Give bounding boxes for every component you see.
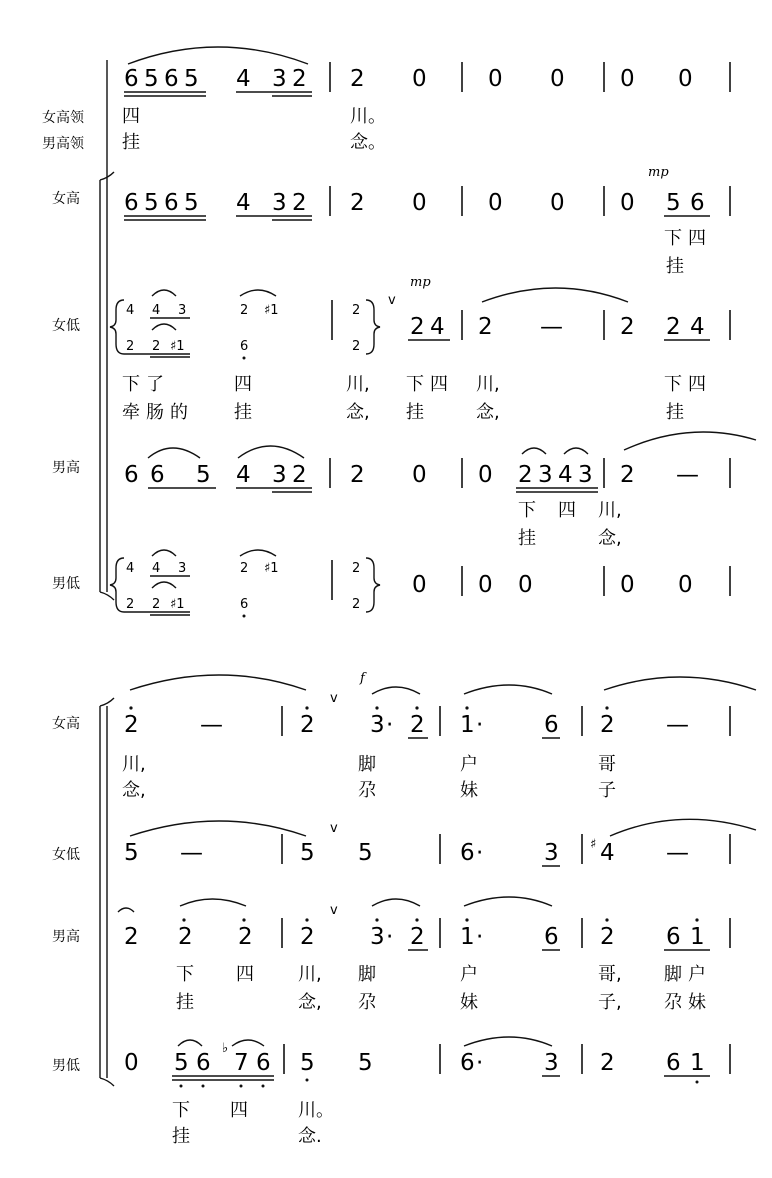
lyric: 挂 xyxy=(234,402,252,423)
note: 2 xyxy=(666,314,681,340)
slur xyxy=(464,1037,552,1046)
tie xyxy=(604,677,756,690)
bracket-bottom xyxy=(100,1078,114,1086)
lyric: 挂 xyxy=(518,528,536,549)
low-dot xyxy=(306,1079,309,1082)
part-label-nan-gao-ling: 男高领 xyxy=(42,136,84,152)
low-dot xyxy=(696,1081,699,1084)
note: 3 xyxy=(538,462,553,488)
lyric: 脚 xyxy=(664,964,682,985)
note: 0 xyxy=(412,66,427,92)
lyric: 下 xyxy=(406,374,424,395)
note: 6 xyxy=(196,1050,211,1076)
note: 6 xyxy=(164,66,179,92)
note: 1 xyxy=(690,924,705,950)
dash: — xyxy=(676,462,699,488)
row-nan-gao-2 xyxy=(118,897,730,1013)
lyric: 挂 xyxy=(172,1126,190,1147)
lyric: 下 xyxy=(122,374,140,395)
lyric: 脚 xyxy=(358,754,376,775)
row-nv-gao-2 xyxy=(122,671,756,801)
breath-mark: v xyxy=(388,293,396,308)
note: 0 xyxy=(412,572,427,598)
tie xyxy=(610,819,756,836)
note: 5 xyxy=(358,1050,373,1076)
note: 3 xyxy=(544,1050,559,1076)
lyric: 哥, xyxy=(598,964,622,985)
slur xyxy=(240,290,276,296)
note: 2 xyxy=(292,66,307,92)
lyric: 川, xyxy=(298,964,322,985)
note: 5 xyxy=(124,840,139,866)
lyric: 户 xyxy=(688,964,706,985)
lyric: 川, xyxy=(122,754,146,775)
note: 2 xyxy=(178,924,193,950)
high-dot xyxy=(305,918,308,921)
lyric: 下 xyxy=(176,964,194,985)
slur xyxy=(464,685,552,694)
high-dot xyxy=(129,706,132,709)
note: 3 xyxy=(272,462,287,488)
divisi-brace xyxy=(110,300,124,354)
note: 6 xyxy=(150,462,165,488)
lyric: 脚 xyxy=(358,964,376,985)
note: 4 xyxy=(236,190,251,216)
note: 5 xyxy=(300,840,315,866)
lyric: 四 xyxy=(234,374,252,395)
slur xyxy=(152,582,176,588)
note: 6 xyxy=(124,66,139,92)
high-dot xyxy=(695,918,698,921)
note: 0 xyxy=(478,572,493,598)
note: 2 xyxy=(600,1050,615,1076)
bracket-bottom xyxy=(100,592,114,600)
high-dot xyxy=(375,706,378,709)
low-dot xyxy=(240,1085,243,1088)
note: 0 xyxy=(620,572,635,598)
divisi-brace xyxy=(366,300,380,354)
note: 0 xyxy=(620,66,635,92)
dash: — xyxy=(200,712,223,738)
tie xyxy=(130,675,306,690)
note: ♯1 xyxy=(170,339,185,354)
note: 6 xyxy=(164,190,179,216)
lyric: 下 xyxy=(664,228,682,249)
sharp: ♯ xyxy=(590,837,597,852)
note: 2 xyxy=(238,924,253,950)
note: 6 xyxy=(666,1050,681,1076)
high-dot xyxy=(375,918,378,921)
lyric: 四 xyxy=(236,964,254,985)
note: 4 xyxy=(152,561,161,576)
note: 2 xyxy=(410,314,425,340)
slur xyxy=(372,899,420,906)
lyric: 子 xyxy=(598,780,616,801)
note: 2 xyxy=(152,597,161,612)
flat: ♭ xyxy=(222,1041,229,1056)
note: 6 xyxy=(690,190,705,216)
note: 4 xyxy=(600,840,615,866)
dynamic-mp: mp xyxy=(410,275,431,290)
lyric: 牵 xyxy=(122,402,140,423)
note: 0 xyxy=(678,66,693,92)
note: 0 xyxy=(678,572,693,598)
note: 1 xyxy=(460,924,475,950)
lyric: 挂 xyxy=(666,256,684,277)
lyric: 妹 xyxy=(688,992,706,1013)
note: 0 xyxy=(124,1050,139,1076)
note: 6 xyxy=(460,840,475,866)
lyric: 念. xyxy=(298,1126,322,1147)
lyric: 念, xyxy=(598,528,622,549)
note: 0 xyxy=(412,190,427,216)
note: 2 xyxy=(124,924,139,950)
lyric: 户 xyxy=(460,754,478,775)
note: 0 xyxy=(620,190,635,216)
note: 0 xyxy=(488,66,503,92)
slur xyxy=(564,448,588,454)
note: 0 xyxy=(412,462,427,488)
note: 5 xyxy=(184,66,199,92)
high-dot xyxy=(605,918,608,921)
lyric: 下 xyxy=(664,374,682,395)
dash: — xyxy=(540,314,563,340)
note: 5 xyxy=(196,462,211,488)
dot: · xyxy=(386,712,394,738)
lyric: 尕 xyxy=(664,992,682,1013)
note: 3 xyxy=(370,712,385,738)
dot: · xyxy=(476,840,484,866)
lyric: 下 xyxy=(518,500,536,521)
lyric: 子, xyxy=(598,992,622,1013)
note: 4 xyxy=(126,561,135,576)
lyric: 四 xyxy=(230,1100,248,1121)
note: 2 xyxy=(600,712,615,738)
part-label-nv-gao: 女高 xyxy=(52,191,80,207)
lyric: 尕 xyxy=(358,992,376,1013)
lyric: 念, xyxy=(346,402,370,423)
lyric: 念, xyxy=(298,992,322,1013)
note: 0 xyxy=(478,462,493,488)
lyric: 念, xyxy=(122,780,146,801)
note: 4 xyxy=(236,462,251,488)
note: 2 xyxy=(152,339,161,354)
note: 2 xyxy=(600,924,615,950)
lyric: 户 xyxy=(460,964,478,985)
note: ♯1 xyxy=(264,561,279,576)
note: 6 xyxy=(544,712,559,738)
note: 2 xyxy=(300,712,315,738)
lyric: 肠 xyxy=(146,402,164,423)
high-dot xyxy=(242,918,245,921)
slur xyxy=(152,550,176,556)
breath-mark: v xyxy=(330,691,338,706)
note: 7 xyxy=(234,1050,249,1076)
lyric: 挂 xyxy=(406,402,424,423)
note: 2 xyxy=(126,339,135,354)
row-nan-di xyxy=(110,550,730,618)
divisi-brace xyxy=(110,558,124,612)
note: 2 xyxy=(352,561,361,576)
slur xyxy=(148,448,200,458)
tie-end xyxy=(118,908,134,912)
note: 4 xyxy=(430,314,445,340)
note: 2 xyxy=(518,462,533,488)
note: 3 xyxy=(578,462,593,488)
note: 2 xyxy=(410,712,425,738)
note: 2 xyxy=(350,66,365,92)
row-nan-di-2 xyxy=(124,1037,730,1147)
note: 1 xyxy=(690,1050,705,1076)
note: 6 xyxy=(666,924,681,950)
slur xyxy=(152,324,176,330)
high-dot xyxy=(415,918,418,921)
high-dot xyxy=(305,706,308,709)
system-2 xyxy=(52,671,756,1147)
note: 4 xyxy=(558,462,573,488)
lyric: 川, xyxy=(598,500,622,521)
row-nv-gao xyxy=(124,165,730,277)
dot: · xyxy=(476,712,484,738)
lyric: 念, xyxy=(476,402,500,423)
note: 5 xyxy=(358,840,373,866)
high-dot xyxy=(415,706,418,709)
note: 5 xyxy=(174,1050,189,1076)
tie xyxy=(482,288,628,302)
slur xyxy=(128,47,308,64)
part-label-nv-di: 女低 xyxy=(52,318,80,334)
dynamic-f: f xyxy=(360,671,365,686)
low-dot xyxy=(262,1085,265,1088)
tie xyxy=(130,821,306,836)
low-dot xyxy=(243,357,246,360)
note: 4 xyxy=(236,66,251,92)
dash: — xyxy=(666,712,689,738)
slur xyxy=(522,448,546,454)
note: 4 xyxy=(152,303,161,318)
note: 2 xyxy=(410,924,425,950)
part-label-nan-di: 男低 xyxy=(52,576,80,592)
slur xyxy=(152,290,176,296)
note: 2 xyxy=(126,597,135,612)
note: 2 xyxy=(240,561,249,576)
note: 6 xyxy=(256,1050,271,1076)
note: 3 xyxy=(544,840,559,866)
note: ♯1 xyxy=(264,303,279,318)
lyric: 川, xyxy=(476,374,500,395)
note: 2 xyxy=(352,597,361,612)
note: 2 xyxy=(352,303,361,318)
dot: · xyxy=(386,924,394,950)
slur xyxy=(372,687,420,694)
note: 2 xyxy=(240,303,249,318)
lyric: 尕 xyxy=(358,780,376,801)
lyric: 四 xyxy=(688,228,706,249)
row-nan-gao xyxy=(124,432,756,549)
note: 0 xyxy=(518,572,533,598)
low-dot xyxy=(202,1085,205,1088)
bracket-top xyxy=(100,698,114,706)
high-dot xyxy=(465,706,468,709)
high-dot xyxy=(465,918,468,921)
part-label-nv-gao: 女高 xyxy=(52,716,80,732)
note: 0 xyxy=(550,66,565,92)
part-label-nan-gao: 男高 xyxy=(52,460,80,476)
note: 3 xyxy=(178,561,187,576)
lyric: 念。 xyxy=(350,132,386,153)
high-dot xyxy=(605,706,608,709)
lyric: 挂 xyxy=(666,402,684,423)
lyric: 哥 xyxy=(598,754,616,775)
note: 6 xyxy=(460,1050,475,1076)
slur xyxy=(178,1040,202,1046)
dash: — xyxy=(180,840,203,866)
note: 6 xyxy=(544,924,559,950)
note: 2 xyxy=(300,924,315,950)
breath-mark: v xyxy=(330,821,338,836)
note: 6 xyxy=(240,339,249,354)
note: 3 xyxy=(272,190,287,216)
note: 0 xyxy=(550,190,565,216)
note: 6 xyxy=(240,597,249,612)
lyric: 川, xyxy=(346,374,370,395)
low-dot xyxy=(243,615,246,618)
slur xyxy=(238,446,304,458)
note: ♯1 xyxy=(170,597,185,612)
part-label-nv-gao-ling: 女高领 xyxy=(42,110,84,126)
system-1 xyxy=(42,47,756,618)
note: 3 xyxy=(370,924,385,950)
row-nv-di xyxy=(110,275,730,423)
note: 4 xyxy=(126,303,135,318)
dash: — xyxy=(666,840,689,866)
note: 5 xyxy=(144,190,159,216)
note: 5 xyxy=(144,66,159,92)
note: 2 xyxy=(620,462,635,488)
row-nv-di-2 xyxy=(124,819,756,866)
note: 2 xyxy=(620,314,635,340)
slur xyxy=(232,1040,264,1046)
note: 4 xyxy=(690,314,705,340)
note: 6 xyxy=(124,462,139,488)
slur xyxy=(464,897,552,906)
lyric: 川。 xyxy=(350,106,386,127)
lyric: 妹 xyxy=(460,992,478,1013)
row-lead xyxy=(122,47,730,153)
note: 0 xyxy=(488,190,503,216)
low-dot xyxy=(180,1085,183,1088)
divisi-brace xyxy=(366,558,380,612)
lyric: 挂 xyxy=(122,132,140,153)
breath-mark: v xyxy=(330,903,338,918)
note: 2 xyxy=(352,339,361,354)
lyric: 了 xyxy=(146,374,164,395)
part-label-nv-di: 女低 xyxy=(52,847,80,863)
note: 2 xyxy=(124,712,139,738)
lyric: 挂 xyxy=(176,992,194,1013)
lyric: 的 xyxy=(170,402,188,423)
lyric: 四 xyxy=(688,374,706,395)
dynamic-mp: mp xyxy=(648,165,669,180)
lyric: 四 xyxy=(430,374,448,395)
part-label-nan-di: 男低 xyxy=(52,1058,80,1074)
note: 6 xyxy=(124,190,139,216)
note: 5 xyxy=(666,190,681,216)
note: 5 xyxy=(300,1050,315,1076)
note: 3 xyxy=(178,303,187,318)
note: 2 xyxy=(292,462,307,488)
part-label-nan-gao: 男高 xyxy=(52,929,80,945)
note: 2 xyxy=(350,462,365,488)
tie xyxy=(180,899,246,906)
lyric: 下 xyxy=(172,1100,190,1121)
note: 1 xyxy=(460,712,475,738)
slur xyxy=(240,550,276,556)
lyric: 四 xyxy=(122,106,140,127)
note: 2 xyxy=(478,314,493,340)
lyric: 四 xyxy=(558,500,576,521)
dot: · xyxy=(476,1050,484,1076)
tie xyxy=(624,432,756,450)
note: 2 xyxy=(292,190,307,216)
note: 5 xyxy=(184,190,199,216)
note: 3 xyxy=(272,66,287,92)
lyric: 妹 xyxy=(460,780,478,801)
high-dot xyxy=(182,918,185,921)
note: 2 xyxy=(350,190,365,216)
dot: · xyxy=(476,924,484,950)
lyric: 川。 xyxy=(298,1100,334,1121)
